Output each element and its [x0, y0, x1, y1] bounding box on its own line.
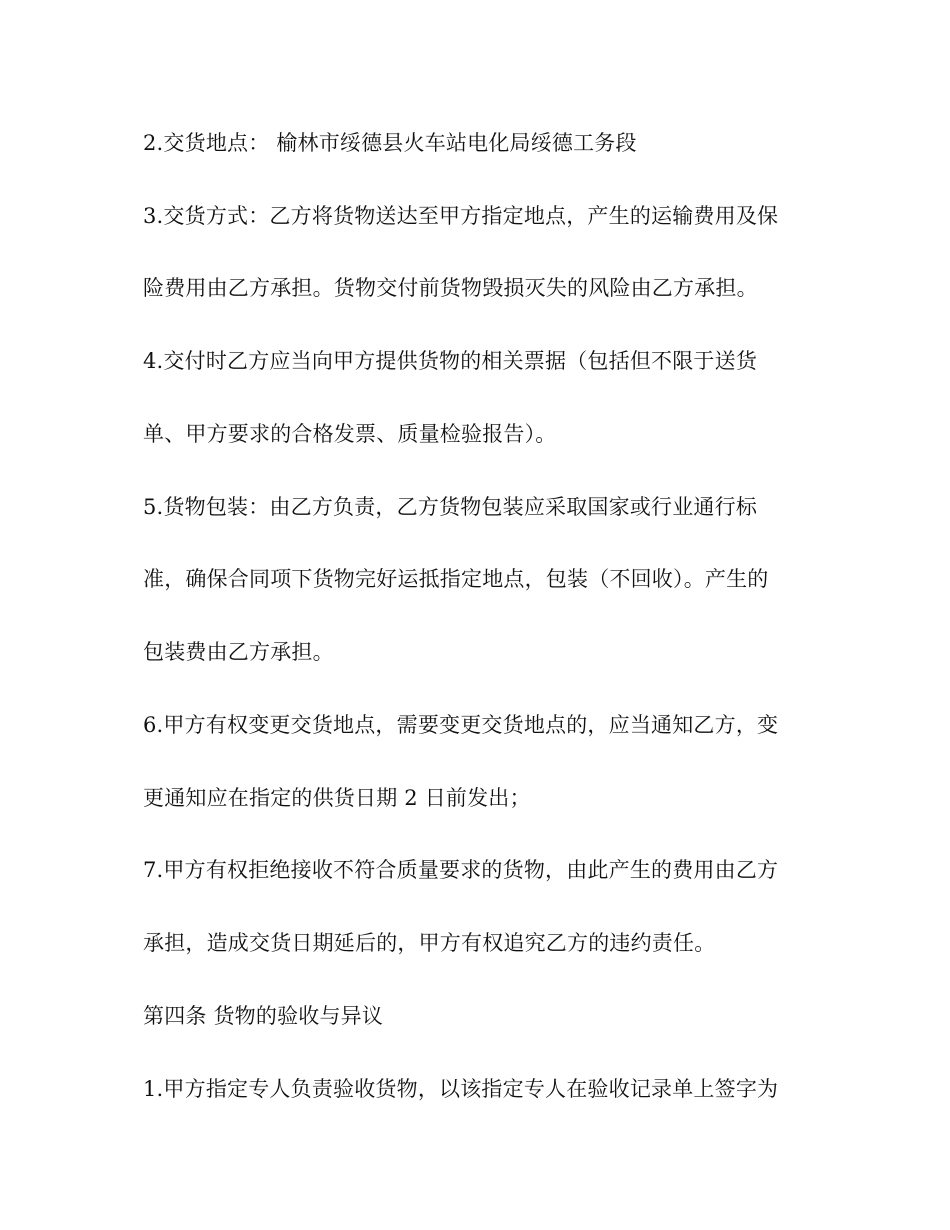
- clause-3-item-5-packaging-line-3: 包装费由乙方承担。: [143, 640, 334, 664]
- article-4-item-1-inspection-line-1: 1.甲方指定专人负责验收货物，以该指定专人在验收记录单上签字为: [143, 1077, 779, 1101]
- clause-3-item-3-delivery-method-line-2: 险费用由乙方承担。货物交付前货物毁损灭失的风险由乙方承担。: [143, 276, 758, 300]
- clause-3-item-7-reject-goods-line-1: 7.甲方有权拒绝接收不符合质量要求的货物，由此产生的费用由乙方: [143, 858, 779, 882]
- clause-3-item-5-packaging-line-2: 准，确保合同项下货物完好运抵指定地点，包装（不回收）。产生的: [143, 567, 769, 591]
- clause-3-item-6-change-location-line-1: 6.甲方有权变更交货地点，需要变更交货地点的，应当通知乙方，变: [143, 713, 779, 737]
- clause-3-item-2-delivery-location: 2.交货地点： 榆林市绥德县火车站电化局绥德工务段: [143, 131, 637, 155]
- clause-3-item-7-reject-goods-line-2: 承担，造成交货日期延后的，甲方有权追究乙方的违约责任。: [143, 931, 716, 955]
- clause-3-item-4-documents-line-1: 4.交付时乙方应当向甲方提供货物的相关票据（包括但不限于送货: [143, 349, 758, 373]
- clause-3-item-3-delivery-method-line-1: 3.交货方式：乙方将货物送达至甲方指定地点，产生的运输费用及保: [143, 204, 779, 228]
- clause-3-item-5-packaging-line-1: 5.货物包装：由乙方负责，乙方货物包装应采取国家或行业通行标: [143, 495, 758, 519]
- article-4-heading: 第四条 货物的验收与异议: [143, 1004, 384, 1028]
- clause-3-item-4-documents-line-2: 单、甲方要求的合格发票、质量检验报告）。: [143, 422, 557, 446]
- clause-3-item-6-change-location-line-2: 更通知应在指定的供货日期 2 日前发出；: [143, 786, 531, 810]
